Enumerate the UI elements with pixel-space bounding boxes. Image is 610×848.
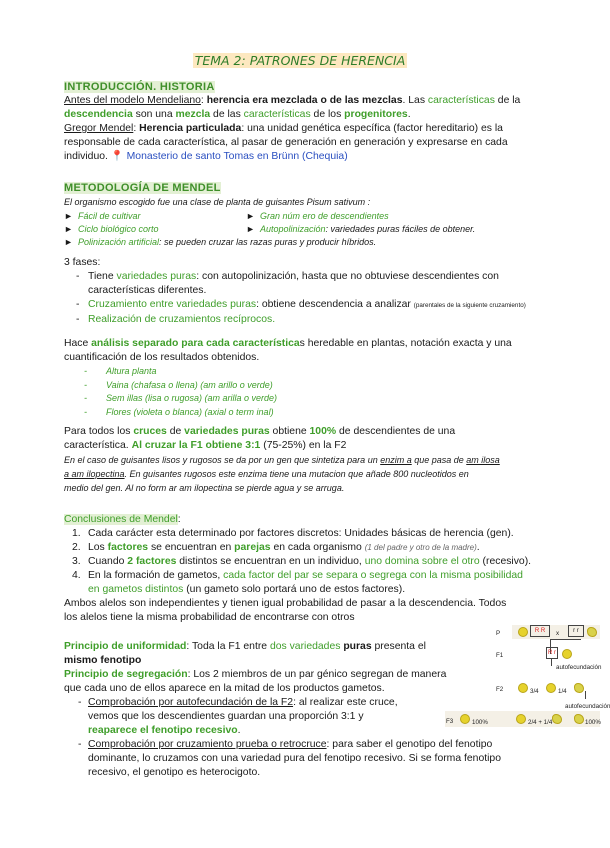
triangle-bullet-icon: ► bbox=[64, 211, 73, 221]
genotype-rr: r r bbox=[568, 625, 584, 637]
yellow-pea-icon bbox=[562, 649, 572, 659]
cross-line-1: Para todos los cruces de variedades puras obtiene 100% de descendientes de una bbox=[64, 426, 456, 437]
intro-line-4: responsable de cada característica, al pasar de generación en generación y expresarse en cada bbox=[64, 137, 508, 148]
phase-1: - Tiene variedades puras: con autopolinización, hasta que no obtuviese descendientes con características diferentes. bbox=[76, 271, 499, 296]
yellow-pea-icon bbox=[518, 627, 528, 637]
intro-line-3: Gregor Mendel: Herencia particulada: una unidad genética específica (factor hereditario) es la bbox=[64, 123, 503, 134]
green-pea-icon bbox=[552, 714, 562, 724]
segregation-line-1: Principio de segregación: Los 2 miembros de un par génico segregan de manera bbox=[64, 669, 447, 680]
method-heading: METODOLOGÍA DE MENDEL bbox=[64, 182, 221, 194]
conclusions-heading: Conclusiones de Mendel: bbox=[64, 514, 181, 525]
note-line-2: a am ilopectina. En guisantes rugosos este enzima tiene una mutacion que añade 800 nucleotidos en bbox=[64, 469, 469, 479]
gen-p-label: P bbox=[496, 630, 501, 637]
ratio-label: 2/4 + 1/4 bbox=[528, 719, 553, 726]
triangle-bullet-icon: ► bbox=[64, 224, 73, 234]
method-section bbox=[64, 181, 554, 495]
alleles-line-2: los alelos tiene la misma probabilidad de encontrarse con otros bbox=[64, 612, 355, 623]
phases-label: 3 fases: bbox=[64, 257, 101, 268]
traits-list bbox=[64, 365, 554, 419]
alleles-line-1: Ambos alelos son independientes y tienen igual probabilidad de pasar a la descendencia. Todos bbox=[64, 598, 507, 609]
bullet-row-1: ► Fácil de cultivar ► Gran núm ero de descendientes bbox=[64, 211, 389, 221]
segregation-diagram bbox=[446, 625, 610, 735]
bullet-row-2: ► Ciclo biológico corto ► Autopolinización: variedades puras fáciles de obtener. bbox=[64, 224, 476, 234]
trait-item: - Flores (violeta o blanca) (axial o term inal) bbox=[84, 406, 274, 417]
bullet-row-3: ► Polinización artificial: se pueden cruzar las razas puras y producir híbridos. bbox=[64, 237, 377, 247]
intro-line-2: descendencia son una mezcla de las características de los progenitores. bbox=[64, 109, 411, 120]
uniformity-line-2: mismo fenotipo bbox=[64, 655, 142, 666]
phase-3: - Realización de cruzamientos recíprocos. bbox=[76, 314, 276, 325]
page-title: TEMA 2: PATRONES DE HERENCIA bbox=[194, 53, 406, 68]
gen-f3-label: F3 bbox=[446, 718, 454, 725]
triangle-bullet-icon: ► bbox=[246, 211, 255, 221]
intro-section bbox=[64, 80, 554, 164]
yellow-pea-icon bbox=[546, 683, 556, 693]
yellow-pea-icon bbox=[460, 714, 470, 724]
analysis-line-2: cuantificación de los resultados obtenidos. bbox=[64, 352, 260, 363]
green-pea-icon bbox=[574, 683, 584, 693]
ratio-one-quarter: 1/4 bbox=[558, 688, 567, 695]
ratio-three-quarters: 3/4 bbox=[530, 688, 539, 695]
note-line-3: medio del gen. Al no form ar am ilopectina se pierde agua y se arruga. bbox=[64, 483, 345, 493]
conclusion-item-3: 3. Cuando 2 factores distintos se encuentran en un individuo, uno domina sobre el otro (recesivo). bbox=[72, 556, 532, 567]
percent-label-2: 100% bbox=[585, 719, 601, 726]
conclusion-item-4: 4. En la formación de gametos, cada factor del par se separa o segrega con la misma posibilidad en gametos distintos (un gameto solo portará uno de estos factores). bbox=[72, 570, 523, 595]
genotype-RR: R R bbox=[530, 625, 550, 637]
autofecundation-label-2: autofecundación bbox=[565, 703, 610, 710]
location-pin-icon: 📍 bbox=[110, 151, 124, 162]
check-autofecundation: - Comprobación por autofecundación de la F2: al realizar este cruce, vemos que los descendientes guardan una proporción 3:1 y reaparece el fenotipo recesivo. bbox=[78, 697, 398, 736]
note-line-1: En el caso de guisantes lisos y rugosos se da por un gen que sintetiza para un enzim a que pasa de am ilosa bbox=[64, 455, 500, 465]
trait-item: - Sem illas (lisa o rugosa) (am arilla o verde) bbox=[84, 393, 278, 403]
intro-heading: INTRODUCCIÓN. HISTORIA bbox=[64, 81, 215, 93]
gen-f1-label: F1 bbox=[496, 652, 504, 659]
autofecundation-label: autofecundación bbox=[556, 664, 602, 671]
yellow-pea-icon bbox=[518, 683, 528, 693]
f1-genotype-box: R r bbox=[546, 647, 558, 659]
intro-line-1: Antes del modelo Mendeliano: herencia era mezclada o de las mezclas. Las características de la bbox=[64, 95, 521, 106]
trait-item: - Altura planta bbox=[84, 366, 157, 376]
gen-f2-label: F2 bbox=[496, 686, 504, 693]
yellow-pea-icon bbox=[516, 714, 526, 724]
organism-line: El organismo escogido fue una clase de planta de guisantes Pisum sativum : bbox=[64, 197, 371, 207]
cross-symbol: x bbox=[556, 630, 560, 637]
intro-line-5: individuo. 📍 Monasterio de santo Tomas en Brünn (Chequia) bbox=[64, 151, 348, 162]
principles-section bbox=[64, 640, 501, 780]
percent-label-1: 100% bbox=[472, 719, 488, 726]
conclusion-item-2: 2. Los factores se encuentran en parejas en cada organismo (1 del padre y otro de la madre). bbox=[72, 542, 480, 553]
analysis-line-1: Hace análisis separado para cada características heredable en plantas, notación exacta y una bbox=[64, 338, 512, 349]
segregation-line-2: que cada uno de ellos aparece en la mitad de los productos gametos. bbox=[64, 683, 385, 694]
phase-2: - Cruzamiento entre variedades puras: obtiene descendencia a analizar (parentales de la siguiente cruzamiento) bbox=[76, 299, 526, 310]
cross-line-2: característica. Al cruzar la F1 obtiene 3:1 (75-25%) en la F2 bbox=[64, 440, 347, 451]
green-pea-icon bbox=[587, 627, 597, 637]
uniformity-line-1: Principio de uniformidad: Toda la F1 entre dos variedades puras presenta el bbox=[64, 641, 426, 652]
triangle-bullet-icon: ► bbox=[246, 224, 255, 234]
conclusion-item-1: 1. Cada carácter esta determinado por factores discretos: Unidades básicas de herencia (gen). bbox=[72, 528, 514, 539]
triangle-bullet-icon: ► bbox=[64, 237, 73, 247]
conclusions-section bbox=[64, 513, 554, 625]
trait-item: - Vaina (chafasa o llena) (am arillo o verde) bbox=[84, 379, 273, 390]
check-testcross: - Comprobación por cruzamiento prueba o retrocruce: para saber el genotipo del fenotipo dominante, lo cruzamos con una variedad pura del fenotipo recesivo. Si se forma fenotipo recesivo, el genotipo es heterocigoto. bbox=[78, 739, 501, 778]
green-pea-icon bbox=[574, 714, 584, 724]
